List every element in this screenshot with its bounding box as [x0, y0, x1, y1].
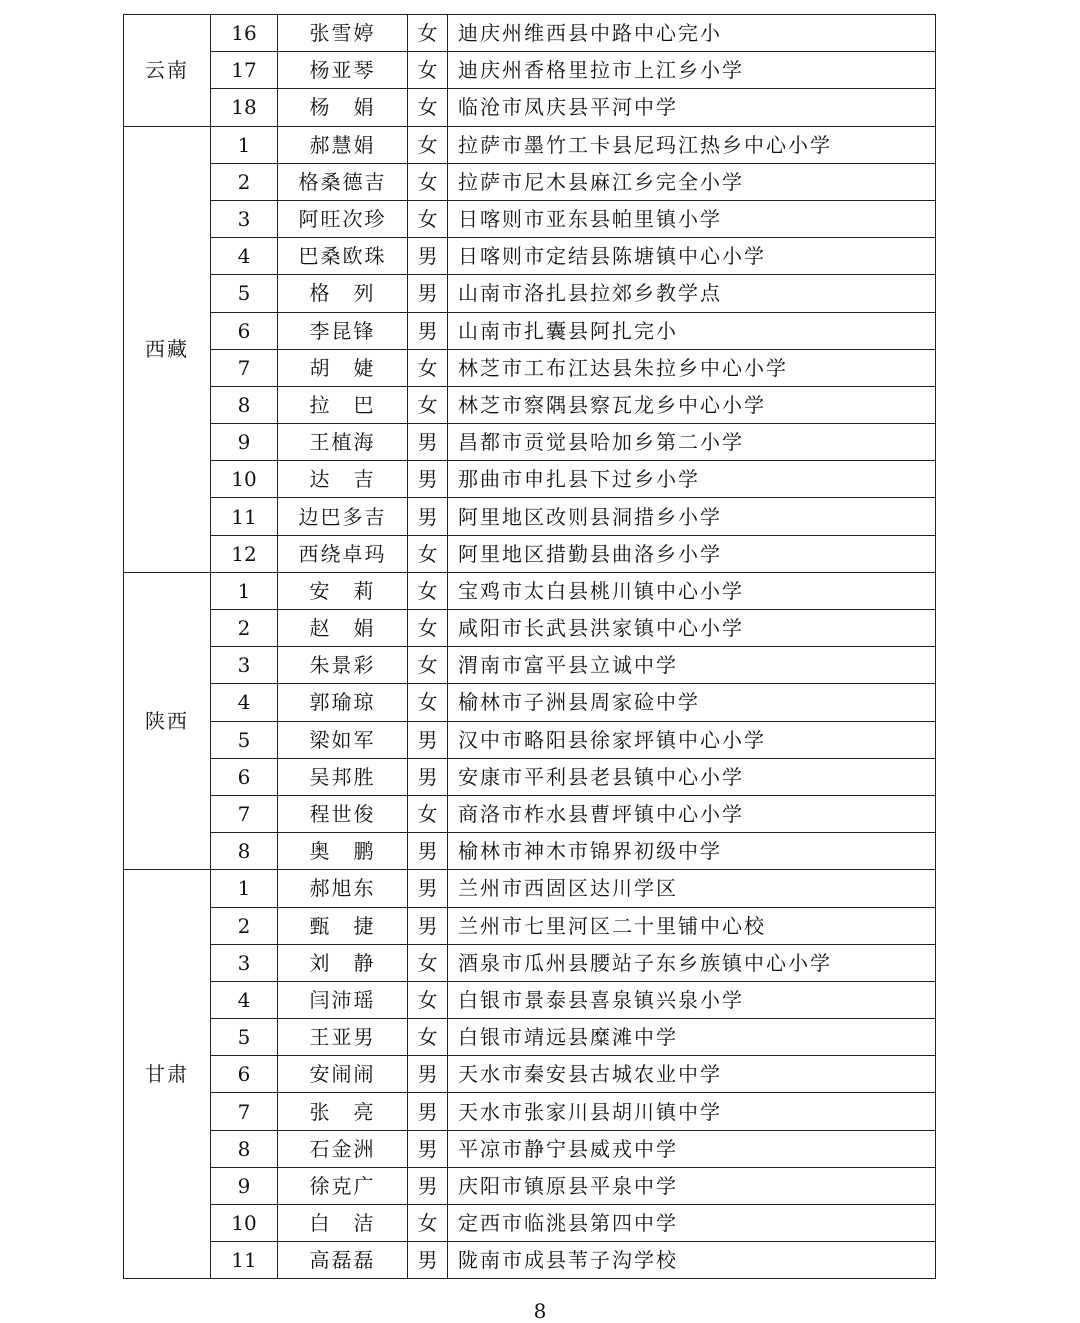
- table-row: [124, 312, 936, 349]
- school-cell: 白银市靖远县糜滩中学: [448, 1019, 936, 1056]
- school-cell: 临沧市凤庆县平河中学: [448, 89, 936, 126]
- gender-cell: 女: [408, 89, 448, 126]
- gender-cell: 女: [408, 684, 448, 721]
- number-cell: 6: [211, 1056, 278, 1093]
- name-cell: 格 列: [278, 275, 408, 312]
- school-cell: 拉萨市尼木县麻江乡完全小学: [448, 163, 936, 200]
- gender-cell: 男: [408, 238, 448, 275]
- name-cell: 梁如军: [278, 721, 408, 758]
- table-row: [124, 1093, 936, 1130]
- school-cell: 日喀则市定结县陈塘镇中心小学: [448, 238, 936, 275]
- school-cell: 山南市洛扎县拉郊乡教学点: [448, 275, 936, 312]
- school-cell: 平凉市静宁县威戎中学: [448, 1130, 936, 1167]
- name-cell: 郝慧娟: [278, 126, 408, 163]
- number-cell: 9: [211, 424, 278, 461]
- number-cell: 8: [211, 833, 278, 870]
- school-cell: 陇南市成县苇子沟学校: [448, 1242, 936, 1279]
- name-cell: 边巴多吉: [278, 498, 408, 535]
- name-cell: 徐克广: [278, 1167, 408, 1204]
- table-row: [124, 870, 936, 907]
- number-cell: 2: [211, 163, 278, 200]
- gender-cell: 女: [408, 647, 448, 684]
- gender-cell: 男: [408, 1130, 448, 1167]
- table-row: [124, 907, 936, 944]
- number-cell: 3: [211, 647, 278, 684]
- table-row: [124, 1056, 936, 1093]
- name-cell: 郭瑜琼: [278, 684, 408, 721]
- table-row: [124, 758, 936, 795]
- name-cell: 程世俊: [278, 795, 408, 832]
- school-cell: 定西市临洮县第四中学: [448, 1205, 936, 1242]
- table-row: [124, 15, 936, 52]
- gender-cell: 男: [408, 1167, 448, 1204]
- school-cell: 安康市平利县老县镇中心小学: [448, 758, 936, 795]
- school-cell: 兰州市西固区达川学区: [448, 870, 936, 907]
- school-cell: 阿里地区改则县洞措乡小学: [448, 498, 936, 535]
- name-cell: 吴邦胜: [278, 758, 408, 795]
- name-cell: 巴桑欧珠: [278, 238, 408, 275]
- gender-cell: 女: [408, 386, 448, 423]
- name-cell: 达 吉: [278, 461, 408, 498]
- name-cell: 胡 婕: [278, 349, 408, 386]
- name-cell: 张雪婷: [278, 15, 408, 52]
- number-cell: 6: [211, 312, 278, 349]
- name-cell: 闫沛瑶: [278, 981, 408, 1018]
- school-cell: 兰州市七里河区二十里铺中心校: [448, 907, 936, 944]
- school-cell: 汉中市略阳县徐家坪镇中心小学: [448, 721, 936, 758]
- name-cell: 张 亮: [278, 1093, 408, 1130]
- table-row: [124, 163, 936, 200]
- number-cell: 18: [211, 89, 278, 126]
- school-cell: 林芝市工布江达县朱拉乡中心小学: [448, 349, 936, 386]
- number-cell: 16: [211, 15, 278, 52]
- name-cell: 格桑德吉: [278, 163, 408, 200]
- name-cell: 阿旺次珍: [278, 200, 408, 237]
- table-row: [124, 944, 936, 981]
- table-row: [124, 795, 936, 832]
- name-cell: 甄 捷: [278, 907, 408, 944]
- number-cell: 5: [211, 1019, 278, 1056]
- number-cell: 3: [211, 200, 278, 237]
- province-cell: 云南: [124, 15, 211, 127]
- province-cell: 甘肃: [124, 870, 211, 1279]
- gender-cell: 女: [408, 795, 448, 832]
- school-cell: 那曲市申扎县下过乡小学: [448, 461, 936, 498]
- gender-cell: 女: [408, 163, 448, 200]
- table-row: [124, 647, 936, 684]
- school-cell: 昌都市贡觉县哈加乡第二小学: [448, 424, 936, 461]
- number-cell: 1: [211, 870, 278, 907]
- table-row: [124, 275, 936, 312]
- gender-cell: 女: [408, 15, 448, 52]
- table-row: [124, 1019, 936, 1056]
- number-cell: 5: [211, 721, 278, 758]
- number-cell: 2: [211, 610, 278, 647]
- table-row: [124, 1205, 936, 1242]
- school-cell: 拉萨市墨竹工卡县尼玛江热乡中心小学: [448, 126, 936, 163]
- gender-cell: 男: [408, 1093, 448, 1130]
- gender-cell: 男: [408, 1056, 448, 1093]
- number-cell: 4: [211, 684, 278, 721]
- number-cell: 8: [211, 386, 278, 423]
- number-cell: 11: [211, 1242, 278, 1279]
- gender-cell: 女: [408, 944, 448, 981]
- school-cell: 酒泉市瓜州县腰站子东乡族镇中心小学: [448, 944, 936, 981]
- name-cell: 安闹闹: [278, 1056, 408, 1093]
- gender-cell: 女: [408, 981, 448, 1018]
- name-cell: 拉 巴: [278, 386, 408, 423]
- school-cell: 天水市张家川县胡川镇中学: [448, 1093, 936, 1130]
- table-row: [124, 200, 936, 237]
- province-cell: 陕西: [124, 572, 211, 870]
- table-row: [124, 126, 936, 163]
- gender-cell: 男: [408, 498, 448, 535]
- gender-cell: 男: [408, 758, 448, 795]
- name-cell: 白 洁: [278, 1205, 408, 1242]
- roster-body: [124, 15, 936, 1279]
- school-cell: 榆林市子洲县周家硷中学: [448, 684, 936, 721]
- number-cell: 11: [211, 498, 278, 535]
- gender-cell: 女: [408, 1205, 448, 1242]
- table-row: [124, 1167, 936, 1204]
- number-cell: 6: [211, 758, 278, 795]
- number-cell: 10: [211, 1205, 278, 1242]
- name-cell: 王亚男: [278, 1019, 408, 1056]
- number-cell: 9: [211, 1167, 278, 1204]
- table-row: [124, 424, 936, 461]
- number-cell: 7: [211, 349, 278, 386]
- table-row: [124, 981, 936, 1018]
- table-row: [124, 535, 936, 572]
- gender-cell: 男: [408, 461, 448, 498]
- number-cell: 2: [211, 907, 278, 944]
- number-cell: 4: [211, 238, 278, 275]
- school-cell: 山南市扎囊县阿扎完小: [448, 312, 936, 349]
- school-cell: 商洛市柞水县曹坪镇中心小学: [448, 795, 936, 832]
- name-cell: 赵 娟: [278, 610, 408, 647]
- table-row: [124, 833, 936, 870]
- table-row: [124, 1242, 936, 1279]
- gender-cell: 女: [408, 126, 448, 163]
- number-cell: 17: [211, 52, 278, 89]
- number-cell: 4: [211, 981, 278, 1018]
- name-cell: 杨 娟: [278, 89, 408, 126]
- table-row: [124, 89, 936, 126]
- name-cell: 杨亚琴: [278, 52, 408, 89]
- table-row: [124, 498, 936, 535]
- gender-cell: 女: [408, 610, 448, 647]
- school-cell: 迪庆州香格里拉市上江乡小学: [448, 52, 936, 89]
- table-row: [124, 684, 936, 721]
- number-cell: 1: [211, 572, 278, 609]
- name-cell: 朱景彩: [278, 647, 408, 684]
- school-cell: 日喀则市亚东县帕里镇小学: [448, 200, 936, 237]
- table-row: [124, 52, 936, 89]
- gender-cell: 女: [408, 200, 448, 237]
- name-cell: 石金洲: [278, 1130, 408, 1167]
- gender-cell: 男: [408, 1242, 448, 1279]
- roster-table: [123, 14, 936, 1279]
- table-row: [124, 1130, 936, 1167]
- gender-cell: 男: [408, 424, 448, 461]
- gender-cell: 男: [408, 275, 448, 312]
- name-cell: 王植海: [278, 424, 408, 461]
- name-cell: 奥 鹏: [278, 833, 408, 870]
- school-cell: 咸阳市长武县洪家镇中心小学: [448, 610, 936, 647]
- gender-cell: 女: [408, 1019, 448, 1056]
- table-row: [124, 386, 936, 423]
- name-cell: 刘 静: [278, 944, 408, 981]
- table-row: [124, 610, 936, 647]
- school-cell: 榆林市神木市锦界初级中学: [448, 833, 936, 870]
- name-cell: 安 莉: [278, 572, 408, 609]
- school-cell: 白银市景泰县喜泉镇兴泉小学: [448, 981, 936, 1018]
- table-row: [124, 721, 936, 758]
- table-row: [124, 238, 936, 275]
- province-cell: 西藏: [124, 126, 211, 572]
- gender-cell: 女: [408, 349, 448, 386]
- gender-cell: 男: [408, 870, 448, 907]
- number-cell: 1: [211, 126, 278, 163]
- page-number: 8: [533, 1299, 547, 1323]
- school-cell: 天水市秦安县古城农业中学: [448, 1056, 936, 1093]
- gender-cell: 女: [408, 52, 448, 89]
- number-cell: 8: [211, 1130, 278, 1167]
- school-cell: 迪庆州维西县中路中心完小: [448, 15, 936, 52]
- number-cell: 7: [211, 1093, 278, 1130]
- table-row: [124, 461, 936, 498]
- name-cell: 李昆锋: [278, 312, 408, 349]
- number-cell: 10: [211, 461, 278, 498]
- gender-cell: 男: [408, 833, 448, 870]
- school-cell: 庆阳市镇原县平泉中学: [448, 1167, 936, 1204]
- school-cell: 林芝市察隅县察瓦龙乡中心小学: [448, 386, 936, 423]
- table-row: [124, 572, 936, 609]
- gender-cell: 男: [408, 721, 448, 758]
- name-cell: 高磊磊: [278, 1242, 408, 1279]
- school-cell: 宝鸡市太白县桃川镇中心小学: [448, 572, 936, 609]
- gender-cell: 男: [408, 312, 448, 349]
- number-cell: 5: [211, 275, 278, 312]
- name-cell: 西绕卓玛: [278, 535, 408, 572]
- gender-cell: 女: [408, 572, 448, 609]
- gender-cell: 男: [408, 907, 448, 944]
- number-cell: 7: [211, 795, 278, 832]
- table-row: [124, 349, 936, 386]
- school-cell: 渭南市富平县立诚中学: [448, 647, 936, 684]
- name-cell: 郝旭东: [278, 870, 408, 907]
- school-cell: 阿里地区措勤县曲洛乡小学: [448, 535, 936, 572]
- number-cell: 12: [211, 535, 278, 572]
- number-cell: 3: [211, 944, 278, 981]
- gender-cell: 女: [408, 535, 448, 572]
